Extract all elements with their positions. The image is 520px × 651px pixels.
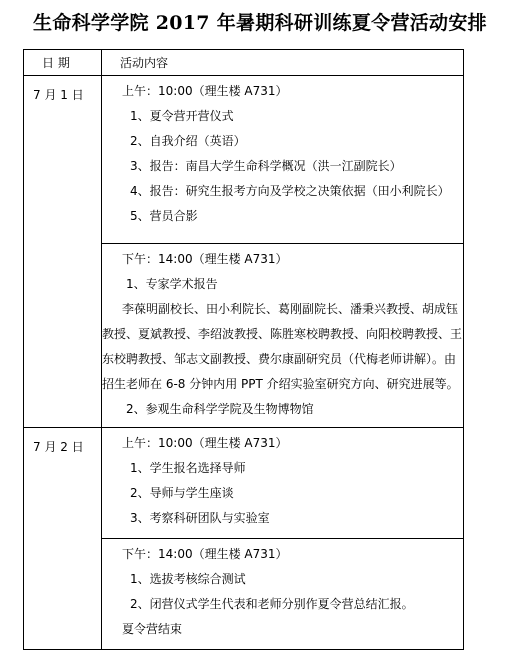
day1-morning-time: 上午：10:00（理生楼 A731） (122, 84, 288, 98)
list-item: 5、营员合影 (130, 209, 198, 223)
day2-afternoon-time: 下午：14:00（理生楼 A731） (122, 547, 288, 561)
list-item: 2、闭营仪式学生代表和老师分别作夏令营总结汇报。 (130, 597, 414, 611)
document-title: 生命科学学院 2017 年暑期科研训练夏令营活动安排 (33, 12, 487, 34)
list-item: 2、导师与学生座谈 (130, 486, 234, 500)
table-row-day1-morning (24, 76, 464, 244)
day1-afternoon-time: 下午：14:00（理生楼 A731） (122, 252, 288, 266)
paragraph-line: 招生老师在 6-8 分钟内用 PPT 介绍实验室研究方向、研究进展等。 (102, 377, 459, 391)
list-item: 1、学生报名选择导师 (130, 461, 246, 475)
table-header-row (24, 50, 464, 76)
schedule-table (23, 49, 464, 650)
table-row-day2-morning (24, 428, 464, 539)
list-item: 4、报告：研究生报考方向及学校之决策依据（田小利院长） (130, 184, 450, 198)
list-item: 3、报告：南昌大学生命科学概况（洪一江副院长） (130, 159, 402, 173)
header-content: 活动内容 (102, 50, 464, 76)
paragraph-line: 东校聘教授、邹志文副教授、费尔康副研究员（代梅老师讲解）。由 (102, 352, 457, 366)
day2-morning-cell (102, 428, 464, 539)
list-item: 2、参观生命科学学院及生物博物馆 (126, 402, 314, 416)
day2-morning-time: 上午：10:00（理生楼 A731） (122, 436, 288, 450)
header-date: 日 期 (24, 50, 102, 76)
closing-text: 夏令营结束 (122, 622, 183, 636)
list-item: 1、选拔考核综合测试 (130, 572, 246, 586)
list-item: 3、考察科研团队与实验室 (130, 511, 270, 525)
list-item: 1、专家学术报告 (126, 277, 218, 291)
day1-morning-cell (102, 76, 464, 244)
date-cell-day2: 7 月 2 日 (24, 428, 102, 650)
day2-afternoon-cell (102, 539, 464, 650)
list-item: 1、夏令营开营仪式 (130, 109, 234, 123)
day1-afternoon-cell (102, 244, 464, 428)
paragraph-line: 教授、夏斌教授、李绍波教授、陈胜寒校聘教授、向阳校聘教授、王 (102, 327, 463, 341)
list-item: 2、自我介绍（英语） (130, 134, 246, 148)
paragraph-line: 李葆明副校长、田小利院长、葛刚副院长、潘秉兴教授、胡成钰 (122, 302, 459, 316)
date-cell-day1: 7 月 1 日 (24, 76, 102, 428)
